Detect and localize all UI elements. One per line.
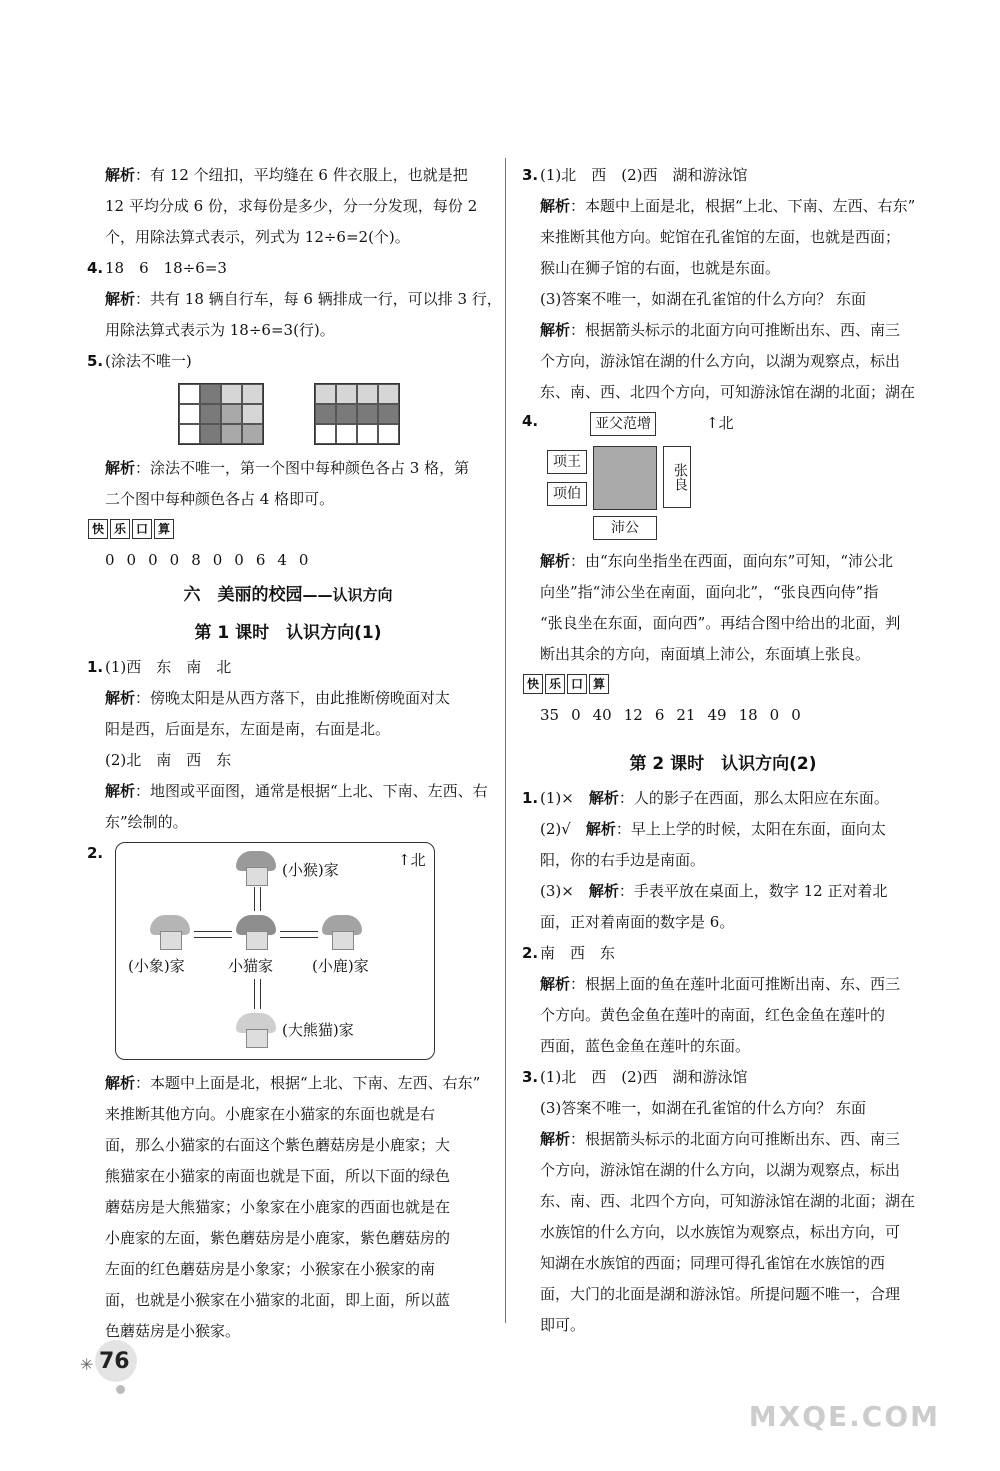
grid-cell [242, 424, 263, 444]
seating-diagram: 4. 亚父范增 ↑北 项王 项伯 张良 沛公 [523, 408, 923, 538]
top-house-label: (小猴)家 [282, 861, 339, 879]
mushroom-house-icon [236, 1013, 276, 1047]
lesson2-answer-3-analysis-line2: 个方向，游泳馆在湖的什么方向，以湖为观察点，标出 [540, 1161, 901, 1179]
center-house-label: 小猫家 [228, 957, 274, 975]
badge-char: 乐 [545, 674, 565, 694]
lesson1-answer-3-analysis2-line2: 个方向，游泳馆在湖的什么方向，以湖为观察点，标出 [540, 352, 901, 370]
mushroom-house-icon [236, 851, 276, 885]
lesson2-answer-3-analysis-line3: 东、南、西、北四个方向，可知游泳馆在湖的北面；湖在 [540, 1192, 916, 1210]
lesson1-answer-3-analysis2-line1: 解析：根据箭头标示的北面方向可推断出东、西、南三 [540, 321, 901, 339]
grid-cell [242, 404, 263, 424]
grid-cell [179, 424, 200, 444]
mental-math-answers: 0 0 0 0 8 0 0 6 4 0 [105, 551, 309, 569]
lesson2-answer-3-analysis-line4: 水族馆的什么方向，以水族馆为观察点，标出方向，可 [540, 1223, 901, 1241]
lesson1-answer-3-analysis2-line3: 东、南、西、北四个方向，可知游泳馆在湖的北面；湖在 [540, 383, 916, 401]
grid-cell [378, 404, 399, 424]
grid-cell [315, 404, 336, 424]
mushroom-house-icon [150, 915, 190, 949]
unit-title: 六 美丽的校园——认识方向 [183, 585, 393, 605]
grid-cell [357, 424, 378, 444]
answer-3-analysis-line3: 个，用除法算式表示，列式为 12÷6=2(个)。 [105, 228, 410, 246]
lesson2-answer-2-analysis-line2: 个方向。黄色金鱼在莲叶的南面，红色金鱼在莲叶的 [540, 1006, 886, 1024]
lesson1-answer-4-analysis-line1: 解析：由“东向坐指坐在西面，面向东”可知，“沛公北 [540, 552, 894, 570]
grid-cell [336, 424, 357, 444]
grid-cell [221, 424, 242, 444]
lesson2-answer-2-analysis-line3: 西面，蓝色金鱼在莲叶的东面。 [540, 1037, 751, 1055]
grid-cell [200, 404, 221, 424]
lesson2-answer-1-part3: (3)× 解析：手表平放在桌面上，数字 12 正对着北 [540, 882, 888, 900]
grid-cell [179, 384, 200, 404]
lesson1-answer-1-analysis2-line2: 东”绘制的。 [105, 813, 188, 831]
watermark: MXQE.COM [748, 1400, 940, 1433]
grid-cell [315, 384, 336, 404]
lesson2-answer-3-analysis-line1: 解析：根据箭头标示的北面方向可推断出东、西、南三 [540, 1130, 901, 1148]
lesson1-answer-3: 3. (1)北 西 (2)西 湖和游泳馆 [522, 166, 748, 184]
mental-math-badge [88, 519, 488, 539]
lesson2-answer-1-part2-cont: 阳，你的右手边是南面。 [540, 851, 706, 869]
decorative-dot [116, 1385, 125, 1394]
lesson1-answer-2: 2. ↑北 (小猴)家 (小象)家 小猫家 (小鹿)家 (大熊猫)家 [88, 842, 488, 1060]
mental-math-badge [523, 674, 923, 694]
grid-cell [357, 384, 378, 404]
link-line [280, 931, 318, 938]
lesson2-answer-1: 1. (1)× 解析：人的影子在西面，那么太阳应在东面。 [522, 789, 889, 807]
coloring-grid-1 [178, 383, 264, 445]
link-line [194, 931, 232, 938]
left-house-label: (小象)家 [128, 957, 185, 975]
badge-char: 口 [132, 519, 152, 539]
north-arrow: ↑北 [706, 414, 734, 432]
right-column [523, 160, 923, 1341]
seat-left-2: 项伯 [547, 482, 587, 506]
lesson1-answer-1-analysis-line1: 解析：傍晚太阳是从西方落下，由此推断傍晚面对太 [105, 689, 451, 707]
grid-cell [200, 424, 221, 444]
answer-5-analysis-line2: 二个图中每种颜色各占 4 格即可。 [105, 490, 335, 508]
lesson2-answer-3-analysis-line7: 即可。 [540, 1316, 586, 1334]
left-column [87, 160, 502, 1347]
grid-cell [179, 404, 200, 424]
lesson1-answer-2-analysis-line2: 来推断其他方向。小鹿家在小猫家的东面也就是右 [105, 1105, 436, 1123]
grid-cell [378, 424, 399, 444]
lesson1-answer-4-analysis-line2: 向坐”指“沛公坐在南面，面向北”，“张良西向侍”指 [540, 583, 879, 601]
lesson-1-title: 第 1 课时 认识方向(1) [194, 623, 382, 643]
lesson1-answer-2-analysis-line6: 小鹿家的左面，紫色蘑菇房是小鹿家，紫色蘑菇房的 [105, 1229, 451, 1247]
lesson1-answer-2-analysis-line7: 左面的红色蘑菇房是小象家；小猴家在小猴家的南 [105, 1260, 436, 1278]
bottom-house-label: (大熊猫)家 [282, 1021, 354, 1039]
grid-cell [242, 384, 263, 404]
badge-char: 算 [154, 519, 174, 539]
answer-3-analysis-line1: 解析：有 12 个纽扣，平均缝在 6 件衣服上，也就是把 [105, 166, 468, 184]
lesson2-answer-2-analysis-line1: 解析：根据上面的鱼在莲叶北面可推断出南、东、西三 [540, 975, 901, 993]
page-number: 76 [99, 1349, 130, 1374]
lesson2-answer-3-analysis-line5: 知湖在水族馆的西面；同理可得孔雀馆在水族馆的西 [540, 1254, 886, 1272]
answer-3-analysis-line2: 12 平均分成 6 份，求每份是多少，分一分发现，每份 2 [105, 197, 478, 215]
grid-cell [357, 404, 378, 424]
mushroom-house-diagram [115, 842, 435, 1060]
lesson2-answer-3-analysis-line6: 面，大门的北面是湖和游泳馆。所提问题不唯一，合理 [540, 1285, 901, 1303]
link-line [254, 979, 261, 1009]
grid-cell [221, 384, 242, 404]
lesson1-answer-1-analysis2-line1: 解析：地图或平面图，通常是根据“上北、下南、左西、右 [105, 782, 488, 800]
grid-cell [200, 384, 221, 404]
lesson-2-title: 第 2 课时 认识方向(2) [629, 754, 817, 774]
answer-5-analysis-line1: 解析：涂法不唯一，第一个图中每种颜色各占 3 格，第 [105, 459, 470, 477]
lesson1-answer-1-analysis-line2: 阳是西，后面是东，左面是南，右面是北。 [105, 720, 391, 738]
answer-5: 5. (涂法不唯一) [87, 352, 192, 370]
lesson2-answer-2: 2. 南 西 东 [522, 944, 616, 962]
lesson1-answer-2-analysis-line3: 面，那么小猫家的右面这个紫色蘑菇房是小鹿家；大 [105, 1136, 451, 1154]
column-divider [505, 158, 506, 1323]
lesson1-answer-4-analysis-line4: 断出其余的方向，南面填上沛公，东面填上张良。 [540, 645, 871, 663]
lesson1-answer-2-analysis-line5: 蘑菇房是大熊猫家；小象家在小鹿家的西面也就是在 [105, 1198, 451, 1216]
lesson1-answer-3-analysis-line1: 解析：本题中上面是北，根据“上北、下南、左西、右东” [540, 197, 916, 215]
lesson1-answer-3-analysis-line3: 猴山在狮子馆的右面，也就是东面。 [540, 259, 781, 277]
grid-cell [336, 384, 357, 404]
lesson1-answer-3-part2: (3)答案不唯一，如湖在孔雀馆的什么方向？ 东面 [540, 290, 867, 308]
lesson1-answer-2-analysis-line4: 熊猫家在小猫家的南面也就是下面，所以下面的绿色 [105, 1167, 451, 1185]
lesson1-answer-2-analysis-line8: 面，也就是小猴家在小猫家的北面，即上面，所以蓝 [105, 1291, 451, 1309]
lesson2-answer-1-part3-cont: 面，正对着南面的数字是 6。 [540, 913, 735, 931]
mushroom-house-icon [322, 915, 362, 949]
mental-math-answers: 35 0 40 12 6 21 49 18 0 0 [540, 706, 801, 724]
star-icon: ✳ [80, 1355, 94, 1374]
seat-right: 张良 [663, 446, 691, 508]
answer-4: 4. 18 6 18÷6=3 [87, 259, 227, 277]
badge-char: 快 [88, 519, 108, 539]
lesson1-answer-4-analysis-line3: “张良坐在东面，面向西”。再结合图中给出的北面，判 [540, 614, 901, 632]
coloring-grid-2 [314, 383, 400, 445]
right-house-label: (小鹿)家 [312, 957, 369, 975]
grid-cell [221, 404, 242, 424]
answer-4-analysis-line1: 解析：共有 18 辆自行车，每 6 辆排成一行，可以排 3 行， [105, 290, 502, 308]
badge-char: 口 [567, 674, 587, 694]
lesson1-answer-2-analysis-line1: 解析：本题中上面是北，根据“上北、下南、左西、右东” [105, 1074, 481, 1092]
mushroom-house-icon [236, 915, 276, 949]
badge-char: 快 [523, 674, 543, 694]
seat-top: 亚父范增 [590, 412, 656, 436]
grid-cell [378, 384, 399, 404]
lesson2-answer-3-part3: (3)答案不唯一，如湖在孔雀馆的什么方向？ 东面 [540, 1099, 867, 1117]
grid-cell [315, 424, 336, 444]
lesson1-answer-1-part2: (2)北 南 西 东 [105, 751, 232, 769]
lesson1-answer-2-analysis-line9: 色蘑菇房是小猴家。 [105, 1322, 241, 1340]
seat-bottom: 沛公 [593, 516, 657, 540]
grid-cell [336, 404, 357, 424]
center-table [593, 446, 657, 510]
lesson2-answer-1-part2: (2)√ 解析：早上上学的时候，太阳在东面，面向太 [540, 820, 886, 838]
badge-char: 乐 [110, 519, 130, 539]
lesson1-answer-3-analysis-line2: 来推断其他方向。蛇馆在孔雀馆的左面，也就是西面； [540, 228, 901, 246]
north-arrow: ↑北 [398, 851, 426, 869]
lesson1-answer-1: 1. (1)西 东 南 北 [87, 658, 232, 676]
answer-4-analysis-line2: 用除法算式表示为 18÷6=3(行)。 [105, 321, 335, 339]
badge-char: 算 [589, 674, 609, 694]
link-line [254, 887, 261, 911]
coloring-grids [178, 383, 488, 445]
lesson2-answer-3: 3. (1)北 西 (2)西 湖和游泳馆 [522, 1068, 748, 1086]
seat-left-1: 项王 [547, 450, 587, 474]
